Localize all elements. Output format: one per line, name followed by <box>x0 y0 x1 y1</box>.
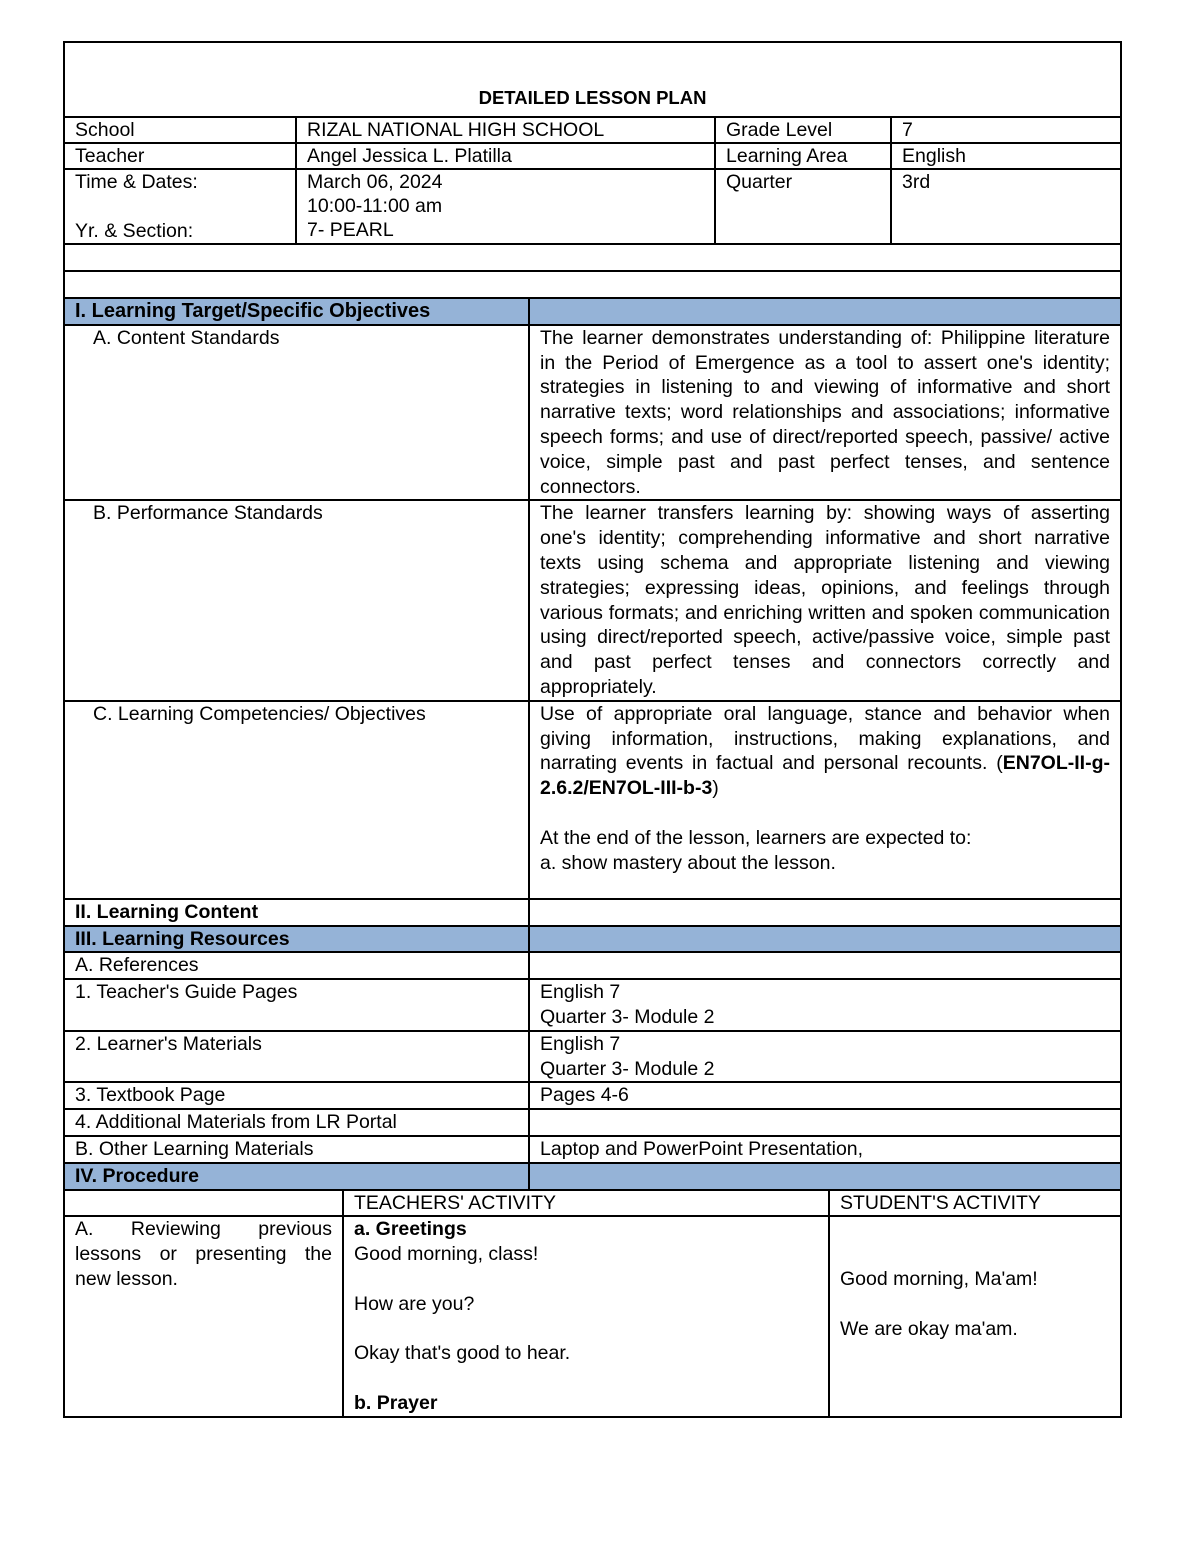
time-section-values <box>296 169 715 244</box>
grade-value: 7 <box>891 117 1121 143</box>
teachers-guide-value: English 7 Quarter 3- Module 2 <box>529 979 1121 1031</box>
content-standards-label: A. Content Standards <box>64 325 529 501</box>
blank-row <box>64 244 1121 271</box>
area-label: Learning Area <box>715 143 891 169</box>
greetings-heading: a. Greetings <box>354 1218 467 1241</box>
time-value: 10:00-11:00 am <box>307 195 443 217</box>
objectives-heading: I. Learning Target/Specific Objectives <box>64 298 529 325</box>
school-value: RIZAL NATIONAL HIGH SCHOOL <box>296 117 715 143</box>
main-table <box>63 297 1122 1191</box>
competency-code: EN7OL-II-g-2.6.2/EN7OL-III-b-3 <box>540 752 1110 800</box>
teacher-line-2: How are you? <box>354 1292 475 1315</box>
time-label: Time & Dates: <box>75 171 198 193</box>
competencies-label: C. Learning Competencies/ Objectives <box>64 701 529 899</box>
competencies-text: Use of appropriate oral language, stance and behavior when giving information, instructions, making explanations, and narrating events in factual and personal recounts. ( <box>540 702 1110 775</box>
area-value: English <box>891 143 1121 169</box>
student-line-2: We are okay ma'am. <box>840 1317 1018 1340</box>
learning-content-heading: II. Learning Content <box>64 899 529 926</box>
lesson-plan-page <box>63 41 1120 1418</box>
teacher-label: Teacher <box>64 143 296 169</box>
references-label: A. References <box>64 952 529 979</box>
learners-materials-label: 2. Learner's Materials <box>64 1031 529 1083</box>
learners-materials-value: English 7 Quarter 3- Module 2 <box>529 1031 1121 1083</box>
document-title: DETAILED LESSON PLAN <box>64 42 1121 117</box>
section-label: Yr. & Section: <box>75 219 194 242</box>
lr-portal-label: 4. Additional Materials from LR Portal <box>64 1109 529 1136</box>
learning-resources-heading: III. Learning Resources <box>64 926 529 953</box>
procedure-heading: IV. Procedure <box>64 1163 529 1190</box>
section-value: 7- PEARL <box>307 219 394 241</box>
grade-label: Grade Level <box>715 117 891 143</box>
textbook-value: Pages 4-6 <box>529 1082 1121 1109</box>
other-materials-value: Laptop and PowerPoint Presentation, <box>529 1136 1121 1163</box>
students-activity-header: STUDENT'S ACTIVITY <box>829 1190 1121 1217</box>
quarter-label: Quarter <box>715 169 891 244</box>
step-a-label: A. Reviewing previous lessons or presenting the new lesson. <box>64 1216 343 1416</box>
blank-row <box>64 271 1121 298</box>
student-line-1: Good morning, Ma'am! <box>840 1267 1038 1290</box>
textbook-label: 3. Textbook Page <box>64 1082 529 1109</box>
lesson-objective-item: a. show mastery about the lesson. <box>540 851 836 874</box>
prayer-heading: b. Prayer <box>354 1391 438 1414</box>
other-materials-label: B. Other Learning Materials <box>64 1136 529 1163</box>
quarter-value: 3rd <box>891 169 1121 244</box>
school-label: School <box>64 117 296 143</box>
time-section-labels <box>64 169 296 244</box>
content-standards-text: The learner demonstrates understanding of: Philippine literature in the Period of Emergence as a tool to assert one's identity; strategies in listening to and viewing of informative and short narrative texts; word relationships and associations; informative speech forms; and use of direct/reported speech, passive/ active voice, simple past and past perfect tenses, and sentence connectors. <box>529 325 1121 501</box>
header-table <box>63 41 1122 299</box>
teacher-activity-cell <box>343 1216 829 1416</box>
teachers-activity-header: TEACHERS' ACTIVITY <box>343 1190 829 1217</box>
teachers-guide-label: 1. Teacher's Guide Pages <box>64 979 529 1031</box>
lesson-end-text: At the end of the lesson, learners are expected to: <box>540 826 972 849</box>
teacher-value: Angel Jessica L. Platilla <box>296 143 715 169</box>
competencies-cell: Use of appropriate oral language, stance and behavior when giving information, instructions, making explanations, and narrating events in factual and personal recounts. (EN7OL-II-g-2.6.2/EN7OL-III-b-3) At the end of the lesson, learners are expected to: a. show mastery about the lesson. <box>529 701 1121 899</box>
performance-standards-label: B. Performance Standards <box>64 500 529 700</box>
teacher-line-3: Okay that's good to hear. <box>354 1342 571 1365</box>
date-value: March 06, 2024 <box>307 171 443 193</box>
student-activity-cell <box>829 1216 1121 1416</box>
procedure-table <box>63 1189 1122 1418</box>
performance-standards-text: The learner transfers learning by: showing ways of asserting one's identity; comprehending informative and short narrative texts using schema and appropriate listening and viewing strategies; expressing ideas, opinions, and feelings through various formats; and enriching written and spoken communication using direct/reported speech, active/passive voice, simple past and past perfect tenses and connectors correctly and appropriately. <box>529 500 1121 700</box>
teacher-line-1: Good morning, class! <box>354 1243 539 1266</box>
